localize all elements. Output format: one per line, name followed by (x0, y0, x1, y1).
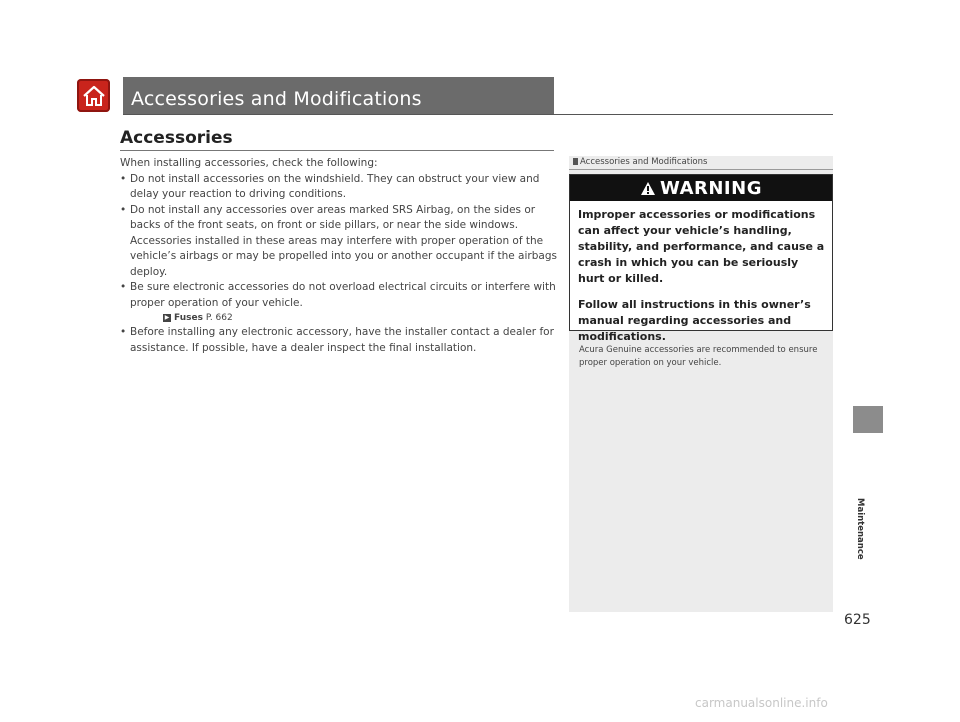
intro-text: When installing accessories, check the following: (120, 157, 378, 169)
body-text (120, 156, 560, 356)
sidebar-heading: Accessories and Modifications (573, 157, 707, 167)
home-icon (82, 85, 106, 107)
marker-icon (573, 158, 578, 165)
warning-box (569, 174, 833, 343)
section-heading: Accessories (120, 128, 233, 148)
fuses-reference-link[interactable]: ▶ Fuses P. 662 (164, 313, 233, 323)
sidebar-rule (569, 169, 833, 170)
home-button[interactable] (77, 79, 110, 112)
list-item: • Do not install accessories on the windshield. They can obstruct your view and delay your reaction to driving conditions. (120, 172, 540, 200)
section-tab-label: Maintenance (855, 498, 865, 560)
section-tab-marker[interactable] (853, 406, 883, 433)
arrow-icon: ▶ (164, 313, 170, 321)
warning-banner: WARNING (570, 175, 832, 201)
list-item: • Be sure electronic accessories do not overload electrical circuits or interfere with proper operation of your vehicle. (120, 281, 556, 309)
warning-icon (640, 181, 656, 196)
watermark: carmanualsonline.info (695, 696, 828, 710)
section-rule (120, 150, 554, 151)
warning-text: Improper accessories or modifications can affect your vehicle’s handling, stability, and performance, and cause a crash in which you can be seriously hurt or killed. Follow all instructions in this owner’s manual regarding accessories and modifications. (578, 208, 825, 343)
list-item: • Do not install any accessories over areas marked SRS Airbag, on the sides or backs of the front seats, on front or side pillars, or near the side windows. Accessories installed in these areas may interfere with proper operation of the vehicle’s airbags or may be propelled into you or another occupant if the airbags deploy. (120, 203, 557, 278)
sidebar-note: Acura Genuine accessories are recommended to ensure proper operation on your vehicle. (579, 345, 818, 368)
title-rule (123, 114, 833, 115)
page-title: Accessories and Modifications (131, 88, 422, 110)
page-number: 625 (844, 612, 871, 628)
list-item: • Before installing any electronic accessory, have the installer contact a dealer for assistance. If possible, have a dealer inspect the final installation. (120, 326, 554, 354)
